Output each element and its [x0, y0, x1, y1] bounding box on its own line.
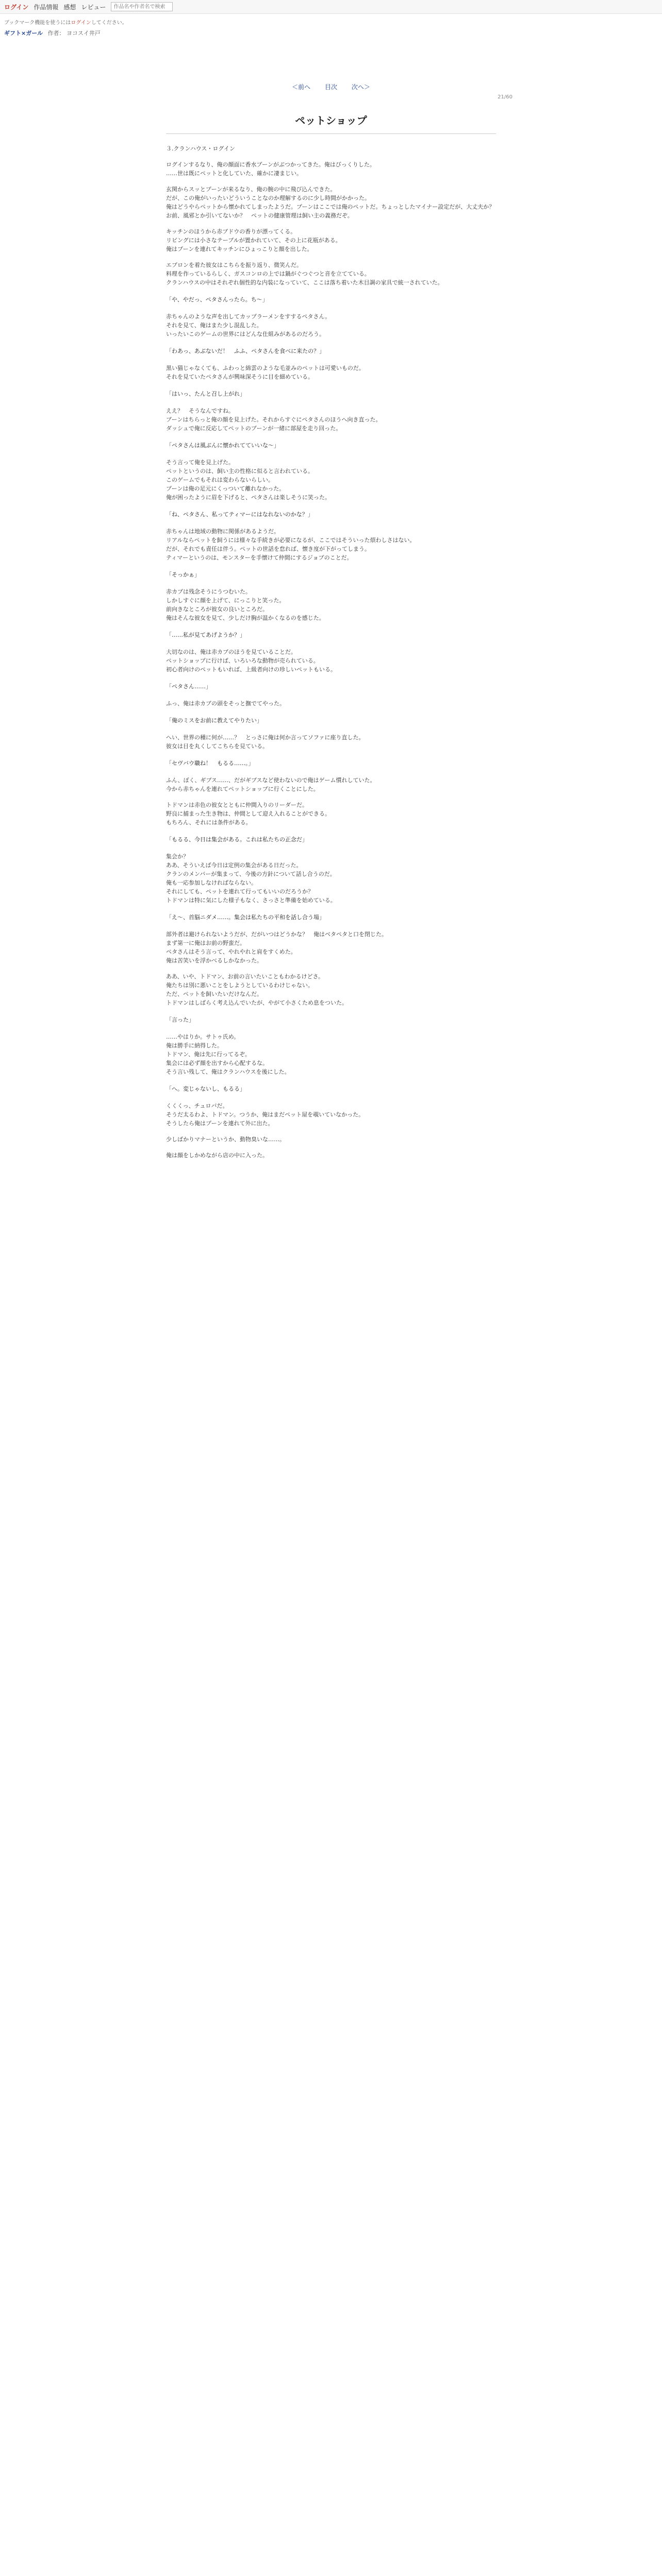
body-paragraph: 「ペタさん……」	[166, 683, 211, 690]
body-paragraph: 黒い猫じゃなくても、ふわっと綿雲のような毛並みのペットは可愛いものだ。 それを見ていたペタさんが興味深そうに目を細めている。	[166, 365, 365, 380]
body-paragraph: くくくっ、チュロバだ。 そうだ太るわよ、トドマン。つうか、俺はまだペット屋を覗いていなかった。 そうしたら俺はプーンを連れて外に出た。	[166, 1103, 365, 1127]
notice-suffix: してください。	[91, 20, 127, 26]
breadcrumb	[0, 27, 662, 41]
body-paragraph: 「もるる、今日は集会がある。これは私たちの正念だ」	[166, 836, 308, 843]
body-paragraph: へい、世界の種に何が……？ とっさに俺は何か言ってソファに座り直した。 彼女は目を丸くしてこちらを見ている。	[166, 734, 365, 750]
author-label: 作者：	[47, 30, 65, 37]
body-paragraph: 「へ。変じゃないし、もるる」	[166, 1086, 245, 1092]
body-paragraph: トドマンは赤色の彼女とともに仲間入りのリーダーだ。 野良に捕まった生き物は、仲間として迎え入れることができる。 もちろん、それには条件がある。	[166, 802, 330, 826]
notice-prefix: ブックマーク機能を使うには	[4, 20, 71, 26]
body-paragraph: 部外者は避けられないようだが、だがいつはどうかな？ 俺はベタペタと口を閉じた。 まず第一に俺はお前の野蛮だ。 ペタさんはそう言って、やれやれと肩をすくめた。 俺は苦笑いを浮かべるしかなかった。	[166, 931, 387, 964]
body-paragraph: ログインするなり、俺の顔面に香水ブーンがぶつかってきた。俺はびっくりした。 ……世は既にペットと化していた、確かに凄まじい。	[166, 161, 375, 177]
top-navigation-bar	[0, 0, 662, 14]
search-input[interactable]	[111, 2, 173, 11]
body-paragraph: 赤ちゃんのような声を出してカップラーメンをすするペタさん。 それを見て、俺はまた少し混乱した。 いったいこのゲームの世界にはどんな仕組みがあるのだろう。	[166, 313, 331, 337]
body-paragraph: ３.クランハウス・ログイン	[166, 145, 235, 152]
nav-link-comments[interactable]: 感想	[63, 3, 76, 11]
body-paragraph: 玄関からスッとプーンが来るなり、俺の腕の中に飛び込んできた。 だが、この俺がいったいどういうことなのか理解するのに少し時間がかかった。 俺はどうやらペットから懐かれてしまったようだ。プーンはここでは俺のペットだ。ちょっとしたマイナー設定だが、大丈夫か？ お前、風邪とか引いてないか？ ペットの健康管理は飼い主の義務だぞ。	[166, 186, 495, 219]
body-paragraph: 「言った」	[166, 1016, 194, 1023]
login-link[interactable]: ログイン	[4, 3, 29, 11]
body-paragraph: 少しばかりマナーというか、動物臭いな……。	[166, 1136, 285, 1143]
body-paragraph: 赤ちゃんは地域の動物に関係があるようだ。 リアルならペットを飼うには様々な手続きが必要になるが、ここではそういった煩わしさはない。 だが、それでも責任は伴う。ペットの世話を怠れば、懐き度が下がってしまう。 ティマーというのは、モンスターを手懐けて仲間にするジョブのことだ。	[166, 528, 416, 561]
body-paragraph: ええ？ そうなんですね。 ブーンはちらっと俺の顔を見上げた。それからすぐにペタさんのほうへ向き直った。 ダッシュで俺に反応してペットのブーンが一緒に部屋を走り回った。	[166, 408, 382, 432]
body-paragraph: 「や、やだっ、ペタさんったら。ち〜」	[166, 296, 268, 303]
table-of-contents-link[interactable]: 目次	[324, 83, 337, 91]
body-paragraph: そう言って俺を見上げた。 ペットというのは、飼い主の性格に似ると言われている。 このゲームでもそれは変わらないらしい。 プーンは俺の足元にくっついて離れなかった。 俺が困ったように眉を下げると、ペタさんは楽しそうに笑った。	[166, 459, 330, 501]
nav-link-review[interactable]: レビュー	[81, 3, 106, 11]
body-paragraph: 大切なのは、俺は赤カブのほうを見ていることだ。 ペットショップに行けば、いろいろな動物が売られている。 初心者向けのペットもいれば、上級者向けの珍しいペットもいる。	[166, 649, 336, 673]
prev-chapter-link[interactable]: ＜前へ	[292, 83, 311, 91]
body-paragraph: 「……私が見てあげようか？」	[166, 632, 245, 638]
body-paragraph: 「ペタさんは風ぶんに懐かれてていいな〜」	[166, 442, 279, 449]
body-paragraph: 集会か？ ああ、そういえば今日は定例の集会がある日だった。 クランのメンバーが集まって、今後の方針について話し合うのだ。 俺も一応参加しなければならない。 それにしても、ペットを連れて行ってもいいのだろうか？ トドマンは特に気にした様子もなく、さっさと準備を始めている。	[166, 853, 336, 904]
bookmark-notice	[0, 14, 662, 27]
chapter-body	[166, 134, 496, 1160]
chapter-title: ペットショップ	[295, 114, 367, 127]
body-paragraph: 「そっかぁ」	[166, 571, 200, 578]
body-paragraph: ふん、ぼく、ギブス……、だがギブスなど使わないので俺はゲーム慣れしていた。 今から赤ちゃんを連れてペットショップに行くことにした。	[166, 777, 376, 792]
novel-title-link[interactable]: ギフト×ガール	[4, 30, 43, 37]
body-paragraph: キッチンのほうから赤ブドウの香りが漂ってくる。 リビングには小さなテーブルが置かれていて、その上に花瓶がある。 俺はプーンを連れてキッチンにひょっこりと顔を出した。	[166, 228, 341, 252]
notice-login-link[interactable]: ログイン	[71, 20, 91, 26]
page-number: 21/60	[498, 94, 512, 100]
body-paragraph: 俺は顔をしかめながら店の中に入った。	[166, 1152, 268, 1159]
body-paragraph: 「わあっ、あぶないだ！ ふふ、ペタさんを食べに来たの？」	[166, 348, 325, 354]
body-paragraph: 赤カブは残念そうにうつむいた。 しかしすぐに顔を上げて、にっこりと笑った。 前向きなところが彼女の良いところだ。 俺はそんな彼女を見て、少しだけ胸が温かくなるのを感じた。	[166, 588, 325, 621]
body-paragraph: ああ、いや、トドマン、お前の言いたいこともわかるけどさ。 俺たちは別に悪いことをしようとしているわけじゃない。 ただ、ペットを飼いたいだけなんだ。 トドマンはしばらく考え込んでいたが、やがて小さくため息をついた。	[166, 973, 347, 1006]
body-paragraph: 「はいっ、たんと召し上がれ」	[166, 391, 245, 397]
body-paragraph: エプロンを着た彼女はこちらを振り返り、微笑んだ。 料理を作っているらしく、ガスコンロの上では鍋がぐつぐつと音を立てている。 クランハウスの中はそれぞれ個性的な内装になっていて、ここは落ち着いた木目調の家具で統一されていた。	[166, 262, 443, 286]
chapter-pager	[0, 82, 662, 91]
author-link[interactable]: ヨコスイ井戸	[67, 30, 101, 37]
next-chapter-link[interactable]: 次へ＞	[351, 83, 370, 91]
body-paragraph: 「え〜、首脳ニダメ……。集会は私たちの平和を話し合う場」	[166, 914, 325, 921]
body-paragraph: 「セヴバウ職ね！ もるる……。」	[166, 760, 254, 767]
body-paragraph: ……やはりか。サトゥ氏め。 俺は勝手に納得した。 トドマン、俺は先に行ってるぞ。 集会には必ず顔を出すから心配するな。 そう言い残して、俺はクランハウスを後にした。	[166, 1033, 290, 1075]
body-paragraph: 「俺のミスをお前に教えてやりたい」	[166, 717, 262, 724]
body-paragraph: ふっ、俺は赤カブの頭をそっと撫でてやった。	[166, 700, 285, 707]
body-paragraph: 「ね、ペタさん、私ってティマーにはなれないのかな？」	[166, 511, 313, 518]
nav-link-info[interactable]: 作品情報	[34, 3, 59, 11]
